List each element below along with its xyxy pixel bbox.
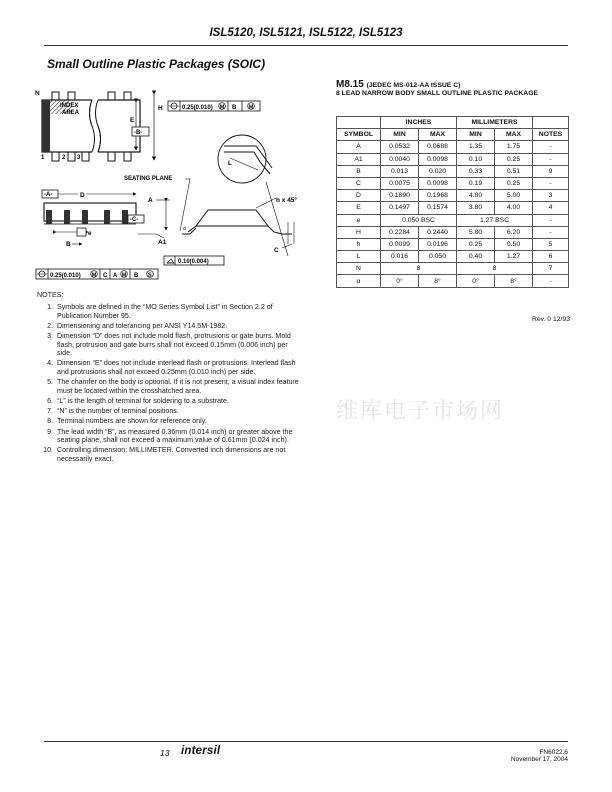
cell-notes: 5	[533, 238, 569, 250]
table-header-row	[337, 117, 569, 129]
note-text: Dimension “D” does not include mold flash, protrusions or gate burrs. Mold flash, protrusion and gate burrs shall not exceed 0.15mm (0.006 inch) per side.	[57, 331, 291, 358]
cell-symbol: H	[337, 226, 381, 238]
note-text: The lead width “B”, as measured 0.36mm (0.014 inch) or greater above the seating plane, shall not exceed a maximum value of 0.61mm (0.024 inch).	[57, 427, 293, 445]
header-rule	[44, 45, 568, 46]
cell-mm-span: 8	[457, 263, 533, 275]
a-dim-label: A	[148, 197, 153, 204]
cell-mm-max: 0.50	[495, 238, 533, 250]
table-row	[337, 177, 569, 189]
note-item	[37, 322, 299, 331]
table-header-empty	[533, 117, 569, 129]
note-item	[37, 417, 299, 426]
cell-notes: 6	[533, 251, 569, 263]
d-dim-label: D	[80, 192, 85, 199]
note-number: 9.	[47, 427, 53, 436]
section-title: Small Outline Plastic Packages (SOIC)	[47, 57, 266, 71]
notes-title: NOTES:	[37, 291, 64, 299]
cell-notes: -	[533, 214, 569, 226]
h-dim-label: H	[158, 105, 163, 112]
footer-doc-number: FN6022.6	[539, 749, 568, 756]
cell-mm-min: 3.80	[457, 202, 495, 214]
table-row	[337, 141, 569, 153]
cell-mm-min: 5.80	[457, 226, 495, 238]
cell-symbol: A	[337, 141, 381, 153]
note-text: Terminal numbers are shown for reference only.	[57, 417, 207, 426]
footer-date: November 17, 2004	[510, 756, 568, 764]
cell-in-min: 0.016	[381, 251, 419, 263]
c-dim-label: C	[274, 247, 279, 254]
package-code: M8.15	[336, 79, 364, 90]
package-drawing	[30, 84, 330, 284]
note-item	[37, 378, 299, 396]
cell-symbol: α	[337, 275, 381, 287]
cell-in-max: 0.0098	[419, 153, 457, 165]
table-row	[337, 263, 569, 275]
note-number: 2.	[47, 321, 53, 330]
cell-notes: 4	[533, 202, 569, 214]
tol-bot-a: A	[113, 273, 118, 279]
tol-bot-value: 0.25(0.010)	[50, 273, 81, 279]
note-text: “L” is the length of terminal for soldering to a substrate.	[57, 397, 229, 406]
package-standard: (JEDEC MS-012-AA ISSUE C)	[366, 82, 461, 89]
note-item	[37, 407, 299, 416]
cell-notes: -	[533, 153, 569, 165]
a1-dim-label: A1	[158, 239, 167, 246]
cell-in-min: 0.1497	[381, 202, 419, 214]
note-number: 6.	[47, 397, 53, 406]
cell-in-min: 0.0040	[381, 153, 419, 165]
pin-2-label: 2	[62, 155, 66, 161]
cell-symbol: e	[337, 214, 381, 226]
tol-top-m2: M	[248, 104, 254, 111]
cell-in-min: 0°	[381, 275, 419, 287]
pin-3-label: 3	[77, 155, 81, 161]
h-chamfer-label: h x 45°	[276, 197, 298, 204]
tol-bot-m2: M	[121, 272, 127, 279]
note-text: Controlling dimension: MILLIMETER. Converted inch dimensions are not necessarily exact.	[57, 446, 286, 464]
cell-mm-max: 0.25	[495, 177, 533, 189]
seating-plane-label: SEATING PLANE	[124, 176, 173, 182]
cell-mm-max: 1.27	[495, 251, 533, 263]
cell-in-min: 0.0075	[381, 177, 419, 189]
notes-section	[37, 291, 299, 465]
cell-mm-min: 1.35	[457, 141, 495, 153]
cell-notes: 9	[533, 165, 569, 177]
revision-label: Rev. 0 12/93	[531, 316, 570, 323]
table-row	[337, 226, 569, 238]
cell-mm-span: 1.27 BSC	[457, 214, 533, 226]
table-header-millimeters: MILLIMETERS	[457, 117, 533, 129]
cell-in-max: 8°	[419, 275, 457, 287]
cell-mm-min: 0.10	[457, 153, 495, 165]
cell-in-max: 0.0196	[419, 238, 457, 250]
table-row	[337, 202, 569, 214]
cell-mm-max: 0.51	[495, 165, 533, 177]
package-title	[336, 79, 572, 90]
cell-in-min: 0.013	[381, 165, 419, 177]
cell-notes: -	[533, 275, 569, 287]
cell-symbol: B	[337, 165, 381, 177]
cell-symbol: A1	[337, 153, 381, 165]
intersil-logo: intersil	[181, 745, 221, 757]
cell-mm-min: 0.19	[457, 177, 495, 189]
table-row	[337, 153, 569, 165]
cell-notes: 7	[533, 263, 569, 275]
cell-mm-max: 6.20	[495, 226, 533, 238]
footer-rule	[44, 741, 568, 742]
tol-bot-c: C	[103, 273, 108, 279]
note-number: 10.	[43, 446, 53, 455]
cell-mm-min: 0.40	[457, 251, 495, 263]
cell-symbol: h	[337, 238, 381, 250]
note-item	[37, 332, 299, 358]
cell-in-max: 0.2440	[419, 226, 457, 238]
note-text: Dimension “E” does not include interlead flash or protrusions. Interlead flash and protrusions shall not exceed 0.25mm (0.010 inch) per side.	[57, 359, 296, 377]
cell-in-max: 0.0098	[419, 177, 457, 189]
table-row	[337, 238, 569, 250]
e-pitch-label: e	[88, 230, 92, 237]
note-number: 7.	[47, 407, 53, 416]
cell-mm-max: 5.00	[495, 190, 533, 202]
cell-in-span: 8	[381, 263, 457, 275]
note-text: “N” is the number of terminal positions.	[57, 407, 179, 416]
cell-mm-min: 0.25	[457, 238, 495, 250]
note-number: 5.	[47, 378, 53, 387]
cell-in-max: 0.1574	[419, 202, 457, 214]
tol-top-value: 0.25(0.010)	[182, 105, 213, 111]
table-header-min: MIN	[457, 129, 495, 141]
note-item	[37, 446, 299, 464]
b-dim-label: B	[66, 241, 71, 248]
cell-in-span: 0.050 BSC	[381, 214, 457, 226]
table-row	[337, 165, 569, 177]
table-header-empty	[337, 117, 381, 129]
note-item	[37, 397, 299, 406]
note-text: Dimensioning and tolerancing per ANSI Y14.5M-1982.	[57, 321, 228, 330]
table-header-row	[337, 129, 569, 141]
cell-mm-max: 4.00	[495, 202, 533, 214]
package-subtitle: 8 LEAD NARROW BODY SMALL OUTLINE PLASTIC PACKAGE	[336, 90, 539, 97]
cell-symbol: L	[337, 251, 381, 263]
datum-c-label: -C-	[130, 217, 139, 223]
table-header-max: MAX	[419, 129, 457, 141]
cell-in-min: 0.0532	[381, 141, 419, 153]
index-area-label-2: AREA	[62, 110, 80, 116]
cell-in-max: 0.0688	[419, 141, 457, 153]
cell-symbol: C	[337, 177, 381, 189]
note-item	[37, 359, 299, 377]
cell-mm-min: 4.80	[457, 190, 495, 202]
side-view	[36, 176, 297, 279]
cell-notes: -	[533, 177, 569, 189]
table-row	[337, 275, 569, 287]
datum-b-label: -B-	[134, 130, 143, 136]
table-header-max: MAX	[495, 129, 533, 141]
cell-notes: -	[533, 141, 569, 153]
cell-notes: -	[533, 226, 569, 238]
cell-in-min: 0.0099	[381, 238, 419, 250]
table-row	[337, 214, 569, 226]
cell-mm-max: 0.25	[495, 153, 533, 165]
cell-in-max: 0.020	[419, 165, 457, 177]
cell-symbol: D	[337, 190, 381, 202]
table-header-inches: INCHES	[381, 117, 457, 129]
tol-bot-s: S	[148, 272, 152, 279]
page-header-title: ISL5120, ISL5121, ISL5122, ISL5123	[209, 27, 403, 39]
tol-top-b: B	[232, 105, 237, 111]
tol-bot-b: B	[134, 273, 139, 279]
tol-mid-value: 0.10(0.004)	[178, 259, 209, 265]
note-text: The chamfer on the body is optional. If it is not present, a visual index feature must be located within the crosshatched area.	[57, 378, 299, 396]
cell-mm-max: 8°	[495, 275, 533, 287]
note-item	[37, 428, 299, 446]
cell-in-min: 0.1890	[381, 190, 419, 202]
table-header-notes: NOTES	[533, 129, 569, 141]
table-header-min: MIN	[381, 129, 419, 141]
note-number: 8.	[47, 417, 53, 426]
cell-mm-min: 0°	[457, 275, 495, 287]
table-header-symbol: SYMBOL	[337, 129, 381, 141]
cell-in-max: 0.1968	[419, 190, 457, 202]
watermark: 维库电子市场网	[336, 399, 505, 424]
index-area-label: INDEX	[60, 103, 79, 109]
e-dim-label: E	[130, 117, 135, 124]
cell-symbol: E	[337, 202, 381, 214]
package-heading	[336, 79, 572, 98]
cell-symbol: N	[337, 263, 381, 275]
cell-in-max: 0.050	[419, 251, 457, 263]
pin-1-label: 1	[41, 155, 45, 161]
cell-mm-max: 1.75	[495, 141, 533, 153]
cell-mm-min: 0.33	[457, 165, 495, 177]
dimension-table	[336, 116, 569, 288]
lead-detail	[218, 135, 288, 256]
tol-bot-m: M	[91, 272, 97, 279]
note-number: 1.	[47, 302, 53, 311]
cell-notes: 3	[533, 190, 569, 202]
top-view	[35, 90, 260, 161]
footer-doc-info	[450, 749, 568, 764]
table-row	[337, 251, 569, 263]
note-number: 3.	[47, 331, 53, 340]
note-item	[37, 303, 299, 321]
tol-top-m: M	[219, 104, 225, 111]
page-number: 13	[160, 748, 170, 758]
l-dim-label: L	[228, 160, 232, 167]
note-number: 4.	[47, 359, 53, 368]
cell-in-min: 0.2284	[381, 226, 419, 238]
alpha-label: α	[183, 226, 186, 232]
table-row	[337, 190, 569, 202]
note-text: Symbols are defined in the “MO Series Symbol List” in Section 2.2 of Publication Number 95.	[57, 302, 273, 320]
datum-a-label: -A-	[44, 192, 53, 198]
n-label: N	[35, 90, 40, 97]
